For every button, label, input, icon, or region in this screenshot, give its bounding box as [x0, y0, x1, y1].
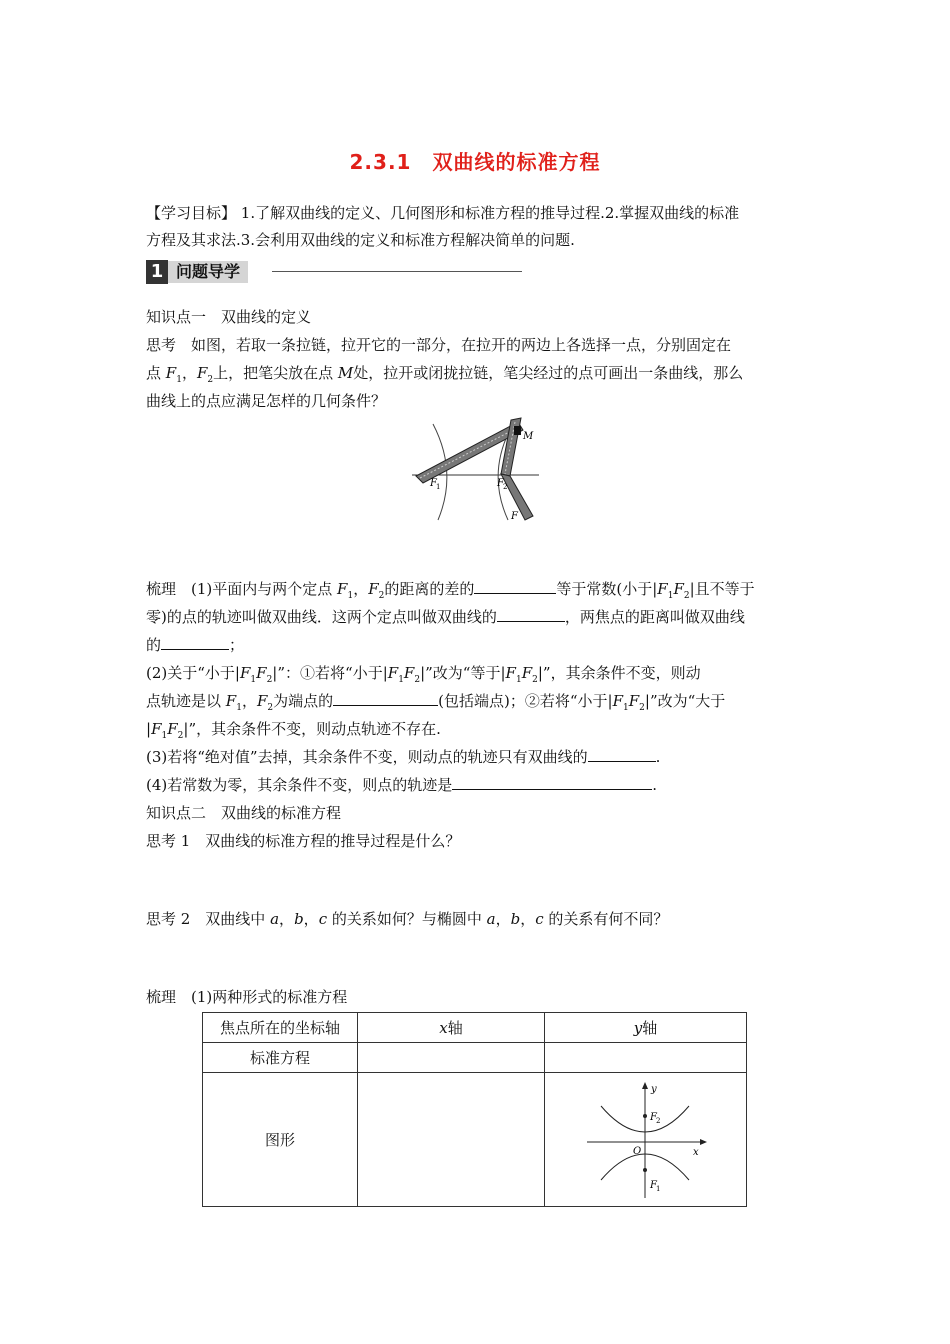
row-graph: 图形	[203, 1073, 358, 1207]
label-f1: F	[649, 1179, 657, 1191]
sum1-line-d: (2)关于“小于$|F_1F_2|$”：①若将“小于$|F_1F_2|$”改为“等于$|F_1F_2|$”，其余条件不变，则动	[146, 664, 701, 685]
blank-6[interactable]	[452, 773, 652, 790]
y-axis-hyperbola-figure	[581, 1080, 711, 1200]
cell-x-graph[interactable]	[358, 1073, 545, 1207]
section-rule	[272, 271, 522, 272]
header-x-axis: x轴	[358, 1013, 545, 1043]
blank-2[interactable]	[497, 605, 565, 622]
blank-4[interactable]	[333, 689, 438, 706]
section-label: 问题导学	[168, 261, 248, 283]
k1-think-c: 曲线上的点应满足怎样的几何条件？	[146, 392, 387, 410]
zipper-figure	[408, 412, 543, 524]
label-f1-sub: 1	[655, 1184, 660, 1193]
objectives-line-2: 方程及其求法.3.会利用双曲线的定义和标准方程解决简单的问题.	[146, 231, 575, 249]
sum1-line-f: $|F_1F_2|$”，其余条件不变，则动点轨迹不存在.	[146, 720, 441, 741]
blank-3[interactable]	[161, 633, 229, 650]
k2-think1: 思考 1 双曲线的标准方程的推导过程是什么？	[146, 832, 461, 850]
blank-1[interactable]	[474, 577, 556, 594]
k1-think-a: 思考 如图，若取一条拉链，拉开它的一部分，在拉开的两边上各选择一点，分别固定在	[146, 336, 732, 354]
label-M: M	[523, 431, 534, 442]
sum1-line-b: 零)的点的轨迹叫做双曲线．这两个定点叫做双曲线的 ，两焦点的距离叫做双曲线	[146, 604, 816, 630]
label-y: y	[650, 1083, 657, 1095]
k1-heading: 知识点一 双曲线的定义	[146, 308, 312, 326]
section-header	[146, 260, 248, 284]
label-f2-sub: 2	[655, 1116, 660, 1125]
k2-think2: 思考 2 双曲线中 a，b，c 的关系如何？与椭圆中 a，b，c 的关系有何不同？	[146, 910, 669, 928]
objectives-line-1: 【学习目标】 1.了解双曲线的定义、几何图形和标准方程的推导过程.2.掌握双曲线的标准	[146, 204, 740, 222]
label-F: F	[511, 511, 518, 522]
label-origin: O	[632, 1145, 641, 1157]
page-title: 2.3.1 双曲线的标准方程	[349, 150, 601, 174]
blank-5[interactable]	[588, 745, 656, 762]
sum1-line-a: 梳理 (1)平面内与两个定点 $F_1$，$F_2$的距离的差的 等于常数(小于$|F_1F_2|$且不等于	[146, 576, 816, 609]
header-y-axis: y轴	[545, 1013, 747, 1043]
zipper-slider	[514, 426, 521, 435]
sum2-heading: 梳理 (1)两种形式的标准方程	[146, 988, 348, 1006]
standard-equation-table	[202, 1012, 747, 1207]
row-standard-equation: 标准方程	[203, 1043, 358, 1073]
section-number: 1	[146, 260, 168, 284]
sum1-line-e: 点轨迹是以 $F_1$，$F_2$为端点的 (包括端点)；②若将“小于$|F_1F_2|$”改为“大于	[146, 688, 816, 721]
focus-f2	[643, 1114, 647, 1118]
label-F1-sub: 1	[436, 483, 441, 491]
sum1-line-c: 的 ；	[146, 632, 816, 658]
cell-x-equation[interactable]	[358, 1043, 545, 1073]
header-axis: 焦点所在的坐标轴	[203, 1013, 358, 1043]
label-F1: F	[430, 478, 437, 489]
label-f2: F	[649, 1111, 657, 1123]
label-F2-sub: 2	[503, 483, 508, 491]
sum1-line-g: (3)若将“绝对值”去掉，其余条件不变，则动点的轨迹只有双曲线的 .	[146, 744, 816, 770]
k1-think-b: 点 $F_1$，$F_2$上，把笔尖放在点 M处，拉开或闭拢拉链，笔尖经过的点可画出一条曲线，那么	[146, 364, 744, 385]
cell-y-graph	[545, 1073, 747, 1207]
sum1-line-h: (4)若常数为零，其余条件不变，则点的轨迹是 .	[146, 772, 816, 798]
label-x: x	[692, 1146, 699, 1158]
k2-heading: 知识点二 双曲线的标准方程	[146, 804, 342, 822]
focus-f1	[643, 1168, 647, 1172]
x-axis-arrow	[700, 1139, 707, 1145]
cell-y-equation[interactable]	[545, 1043, 747, 1073]
label-F2: F	[497, 478, 504, 489]
objectives-label: 【学习目标】	[146, 204, 237, 222]
y-axis-arrow	[642, 1082, 648, 1089]
